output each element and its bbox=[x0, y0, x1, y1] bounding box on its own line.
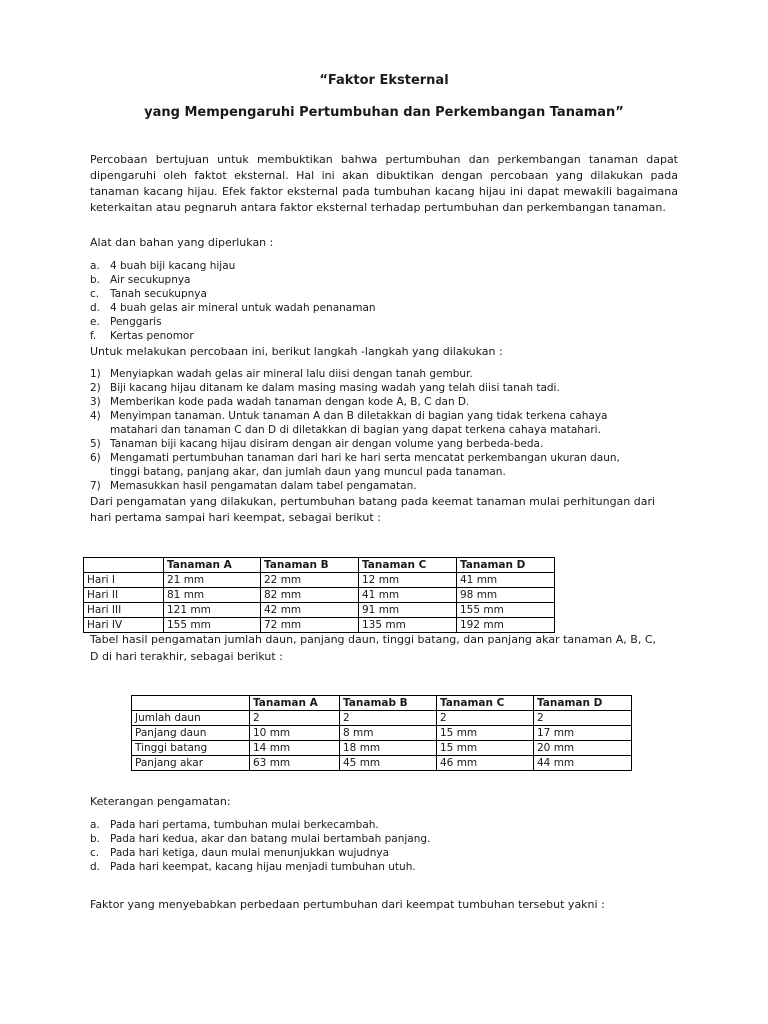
table-cell: 10 mm bbox=[250, 726, 340, 741]
table-cell: 15 mm bbox=[437, 726, 534, 741]
table-cell: Panjang daun bbox=[132, 726, 250, 741]
intro-text: Percobaan bertujuan untuk membuktikan bahwa pertumbuhan dan perkembangan tanaman dapat dipengaruhi oleh faktot eksternal. Hal ini akan dibuktikan dengan percobaan yang dilakukan pada tanaman kacang hijau. Efek faktor eksternal pada tumbuhan kacang hijau ini dapat mewakili bagaimana keterkaitan atau pegnaruh antara faktor eksternal terhadap pertumbuhan dan perkembangan tanaman. bbox=[90, 153, 678, 214]
list-marker: c. bbox=[90, 847, 100, 859]
paragraph-final-day-line-2: D di hari terakhir, sebagai berikut : bbox=[90, 650, 283, 663]
table-cell: 2 bbox=[250, 711, 340, 726]
table-cell: 46 mm bbox=[437, 756, 534, 771]
document-title-line-1: “Faktor Eksternal bbox=[319, 73, 449, 88]
list-item bbox=[90, 860, 430, 874]
list-item-continuation bbox=[90, 423, 620, 437]
list-item-text: Pada hari keempat, kacang hijau menjadi tumbuhan utuh. bbox=[110, 861, 416, 873]
table-row bbox=[84, 588, 555, 603]
table-cell: 63 mm bbox=[250, 756, 340, 771]
table-cell: Panjang akar bbox=[132, 756, 250, 771]
list-item-text: Air secukupnya bbox=[110, 274, 191, 286]
list-marker: f. bbox=[90, 330, 97, 342]
list-marker: 6) bbox=[90, 452, 101, 464]
table-row bbox=[84, 603, 555, 618]
list-item-text: Tanah secukupnya bbox=[110, 288, 207, 300]
table-row bbox=[132, 741, 632, 756]
list-item bbox=[90, 315, 376, 329]
list-marker: e. bbox=[90, 316, 100, 328]
table-cell: 82 mm bbox=[261, 588, 359, 603]
list-item-text: Mengamati pertumbuhan tanaman dari hari ke hari serta mencatat perkembangan ukuran daun, bbox=[110, 452, 620, 464]
table-header-cell: Tanaman D bbox=[457, 558, 555, 573]
steps-list bbox=[90, 367, 620, 493]
list-item-text: 4 buah biji kacang hijau bbox=[110, 260, 236, 272]
list-marker: b. bbox=[90, 274, 101, 286]
table-row bbox=[132, 711, 632, 726]
list-item-text: Pada hari pertama, tumbuhan mulai berkecambah. bbox=[110, 819, 379, 831]
list-item-text: Menyiapkan wadah gelas air mineral lalu diisi dengan tanah gembur. bbox=[110, 368, 473, 380]
table-header-cell: Tanaman B bbox=[261, 558, 359, 573]
table-cell: 192 mm bbox=[457, 618, 555, 633]
table-cell: 8 mm bbox=[340, 726, 437, 741]
document-title-line-2: yang Mempengaruhi Pertumbuhan dan Perkembangan Tanaman” bbox=[144, 105, 624, 120]
table-cell: 14 mm bbox=[250, 741, 340, 756]
materials-heading: Alat dan bahan yang diperlukan : bbox=[90, 236, 274, 249]
table-cell: 98 mm bbox=[457, 588, 555, 603]
list-marker: 7) bbox=[90, 480, 101, 492]
list-item-text: Tanaman biji kacang hijau disiram dengan air dengan volume yang berbeda-beda. bbox=[110, 438, 544, 450]
list-item-text: Memberikan kode pada wadah tanaman dengan kode A, B, C dan D. bbox=[110, 396, 470, 408]
table-row bbox=[132, 726, 632, 741]
list-item-text: Kertas penomor bbox=[110, 330, 194, 342]
list-item bbox=[90, 818, 430, 832]
table-header-cell: Tanaman C bbox=[437, 696, 534, 711]
table-row bbox=[132, 756, 632, 771]
steps-heading: Untuk melakukan percobaan ini, berikut langkah -langkah yang dilakukan : bbox=[90, 345, 503, 358]
list-item bbox=[90, 832, 430, 846]
list-marker: b. bbox=[90, 833, 101, 845]
list-marker: d. bbox=[90, 861, 101, 873]
list-marker: c. bbox=[90, 288, 100, 300]
table-cell: 17 mm bbox=[534, 726, 632, 741]
table-cell: Hari IV bbox=[84, 618, 164, 633]
table-cell: 22 mm bbox=[261, 573, 359, 588]
table-cell: 15 mm bbox=[437, 741, 534, 756]
table-cell: Tinggi batang bbox=[132, 741, 250, 756]
paragraph-stem-growth-line-1: Dari pengamatan yang dilakukan, pertumbuhan batang pada keemat tanaman mulai perhitungan dari bbox=[90, 495, 656, 508]
paragraph-final-day-line-1: Tabel hasil pengamatan jumlah daun, panjang daun, tinggi batang, dan panjang akar tanaman A, B, C, bbox=[90, 633, 657, 646]
observations-list bbox=[90, 818, 430, 874]
table-cell: 2 bbox=[340, 711, 437, 726]
table-cell: 44 mm bbox=[534, 756, 632, 771]
table-cell: Hari I bbox=[84, 573, 164, 588]
table-cell: 155 mm bbox=[164, 618, 261, 633]
list-marker: 2) bbox=[90, 382, 101, 394]
list-item bbox=[90, 437, 620, 451]
table-cell: Jumlah daun bbox=[132, 711, 250, 726]
stem-growth-table bbox=[83, 557, 555, 633]
list-item-text: Pada hari kedua, akar dan batang mulai bertambah panjang. bbox=[110, 833, 431, 845]
list-item bbox=[90, 846, 430, 860]
paragraph-stem-growth-line-2: hari pertama sampai hari keempat, sebagai berikut : bbox=[90, 511, 381, 524]
table-cell: 45 mm bbox=[340, 756, 437, 771]
table-header-cell: Tanaman D bbox=[534, 696, 632, 711]
materials-list bbox=[90, 259, 376, 343]
table-cell: 81 mm bbox=[164, 588, 261, 603]
list-marker: d. bbox=[90, 302, 101, 314]
table-cell: 20 mm bbox=[534, 741, 632, 756]
table-cell: 2 bbox=[534, 711, 632, 726]
list-marker: a. bbox=[90, 819, 100, 831]
table-cell: 155 mm bbox=[457, 603, 555, 618]
table-row bbox=[84, 573, 555, 588]
list-item bbox=[90, 301, 376, 315]
list-marker: 3) bbox=[90, 396, 101, 408]
table-cell: 72 mm bbox=[261, 618, 359, 633]
table-header-cell: Tanaman A bbox=[164, 558, 261, 573]
list-item bbox=[90, 381, 620, 395]
table-cell: 18 mm bbox=[340, 741, 437, 756]
list-item-continuation bbox=[90, 465, 620, 479]
list-item-text: Penggaris bbox=[110, 316, 162, 328]
list-item-text: Biji kacang hijau ditanam ke dalam masing masing wadah yang telah diisi tanah tadi. bbox=[110, 382, 560, 394]
table-header-row bbox=[132, 696, 632, 711]
list-item bbox=[90, 451, 620, 465]
list-marker: a. bbox=[90, 260, 100, 272]
table-header-cell: Tanaman A bbox=[250, 696, 340, 711]
table-row bbox=[84, 618, 555, 633]
list-item bbox=[90, 409, 620, 423]
list-marker: 1) bbox=[90, 368, 101, 380]
table-cell: 135 mm bbox=[359, 618, 457, 633]
table-header-cell bbox=[132, 696, 250, 711]
list-marker: 5) bbox=[90, 438, 101, 450]
table-cell: 12 mm bbox=[359, 573, 457, 588]
table-header-cell: Tanamab B bbox=[340, 696, 437, 711]
table-header-cell bbox=[84, 558, 164, 573]
factors-line: Faktor yang menyebabkan perbedaan pertumbuhan dari keempat tumbuhan tersebut yakni : bbox=[90, 898, 605, 911]
list-item bbox=[90, 287, 376, 301]
table-cell: 2 bbox=[437, 711, 534, 726]
list-item bbox=[90, 273, 376, 287]
list-item-text: Menyimpan tanaman. Untuk tanaman A dan B diletakkan di bagian yang tidak terkena cahaya bbox=[110, 410, 608, 422]
final-day-table bbox=[131, 695, 632, 771]
table-cell: Hari III bbox=[84, 603, 164, 618]
table-cell: 121 mm bbox=[164, 603, 261, 618]
list-item-text: Memasukkan hasil pengamatan dalam tabel pengamatan. bbox=[110, 480, 417, 492]
list-item-text: matahari dan tanaman C dan D di diletakkan di bagian yang dapat terkena cahaya matahari. bbox=[110, 424, 601, 436]
table-header-cell: Tanaman C bbox=[359, 558, 457, 573]
list-item bbox=[90, 259, 376, 273]
list-item bbox=[90, 329, 376, 343]
table-cell: 91 mm bbox=[359, 603, 457, 618]
intro-paragraph bbox=[90, 152, 678, 216]
table-header-row bbox=[84, 558, 555, 573]
table-cell: 41 mm bbox=[359, 588, 457, 603]
list-item-text: Pada hari ketiga, daun mulai menunjukkan wujudnya bbox=[110, 847, 390, 859]
list-marker: 4) bbox=[90, 410, 101, 422]
list-item bbox=[90, 395, 620, 409]
table-cell: 42 mm bbox=[261, 603, 359, 618]
observations-heading: Keterangan pengamatan: bbox=[90, 795, 231, 808]
list-item-text: tinggi batang, panjang akar, dan jumlah daun yang muncul pada tanaman. bbox=[110, 466, 506, 478]
table-cell: 21 mm bbox=[164, 573, 261, 588]
table-cell: 41 mm bbox=[457, 573, 555, 588]
list-item bbox=[90, 367, 620, 381]
list-item bbox=[90, 479, 620, 493]
list-item-text: 4 buah gelas air mineral untuk wadah penanaman bbox=[110, 302, 376, 314]
table-cell: Hari II bbox=[84, 588, 164, 603]
